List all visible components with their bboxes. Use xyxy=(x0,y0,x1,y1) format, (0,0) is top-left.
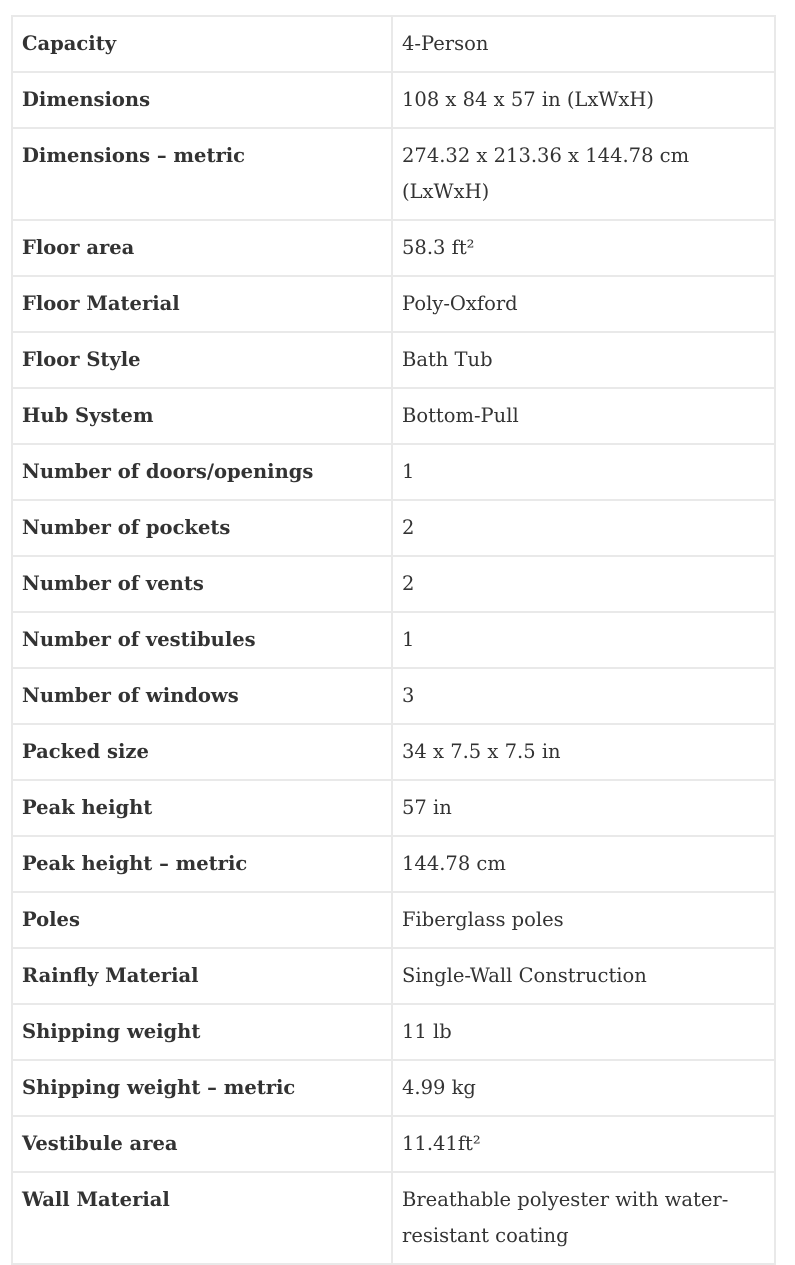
spec-label: Peak height – metric xyxy=(12,836,392,892)
table-row xyxy=(12,332,775,388)
spec-value: Fiberglass poles xyxy=(392,892,775,948)
table-row xyxy=(12,556,775,612)
spec-label: Shipping weight xyxy=(12,1004,392,1060)
table-row xyxy=(12,724,775,780)
table-row xyxy=(12,500,775,556)
spec-value: 4.99 kg xyxy=(392,1060,775,1116)
spec-label: Floor Material xyxy=(12,276,392,332)
spec-label: Number of vestibules xyxy=(12,612,392,668)
spec-value: Breathable polyester with water-resistant coating xyxy=(392,1172,775,1264)
spec-label: Dimensions – metric xyxy=(12,128,392,220)
spec-value: 4-Person xyxy=(392,16,775,72)
table-row xyxy=(12,72,775,128)
spec-value: 1 xyxy=(392,612,775,668)
table-row xyxy=(12,1116,775,1172)
spec-label: Number of windows xyxy=(12,668,392,724)
table-row xyxy=(12,668,775,724)
table-row xyxy=(12,892,775,948)
spec-value: Poly-Oxford xyxy=(392,276,775,332)
table-row xyxy=(12,128,775,220)
spec-value: 2 xyxy=(392,556,775,612)
spec-value: Bottom-Pull xyxy=(392,388,775,444)
spec-table xyxy=(11,15,776,1265)
spec-label: Dimensions xyxy=(12,72,392,128)
table-row xyxy=(12,388,775,444)
spec-value: 108 x 84 x 57 in (LxWxH) xyxy=(392,72,775,128)
table-row xyxy=(12,220,775,276)
spec-label: Packed size xyxy=(12,724,392,780)
table-row xyxy=(12,780,775,836)
spec-label: Poles xyxy=(12,892,392,948)
table-row xyxy=(12,1060,775,1116)
spec-value: Bath Tub xyxy=(392,332,775,388)
spec-value: 11 lb xyxy=(392,1004,775,1060)
spec-value: 274.32 x 213.36 x 144.78 cm (LxWxH) xyxy=(392,128,775,220)
spec-value: 57 in xyxy=(392,780,775,836)
table-row xyxy=(12,1172,775,1264)
spec-label: Peak height xyxy=(12,780,392,836)
spec-label: Hub System xyxy=(12,388,392,444)
table-row xyxy=(12,276,775,332)
spec-value: 144.78 cm xyxy=(392,836,775,892)
spec-label: Rainfly Material xyxy=(12,948,392,1004)
spec-label: Floor area xyxy=(12,220,392,276)
spec-label: Number of pockets xyxy=(12,500,392,556)
spec-label: Floor Style xyxy=(12,332,392,388)
spec-value: 3 xyxy=(392,668,775,724)
spec-value: 1 xyxy=(392,444,775,500)
spec-value: Single-Wall Construction xyxy=(392,948,775,1004)
spec-label: Shipping weight – metric xyxy=(12,1060,392,1116)
spec-label: Number of vents xyxy=(12,556,392,612)
spec-value: 2 xyxy=(392,500,775,556)
spec-label: Capacity xyxy=(12,16,392,72)
spec-value: 58.3 ft² xyxy=(392,220,775,276)
spec-label: Number of doors/openings xyxy=(12,444,392,500)
spec-value: 11.41ft² xyxy=(392,1116,775,1172)
spec-label: Wall Material xyxy=(12,1172,392,1264)
table-row xyxy=(12,1004,775,1060)
table-row xyxy=(12,444,775,500)
spec-value: 34 x 7.5 x 7.5 in xyxy=(392,724,775,780)
table-row xyxy=(12,948,775,1004)
table-row xyxy=(12,16,775,72)
spec-label: Vestibule area xyxy=(12,1116,392,1172)
table-row xyxy=(12,612,775,668)
table-row xyxy=(12,836,775,892)
